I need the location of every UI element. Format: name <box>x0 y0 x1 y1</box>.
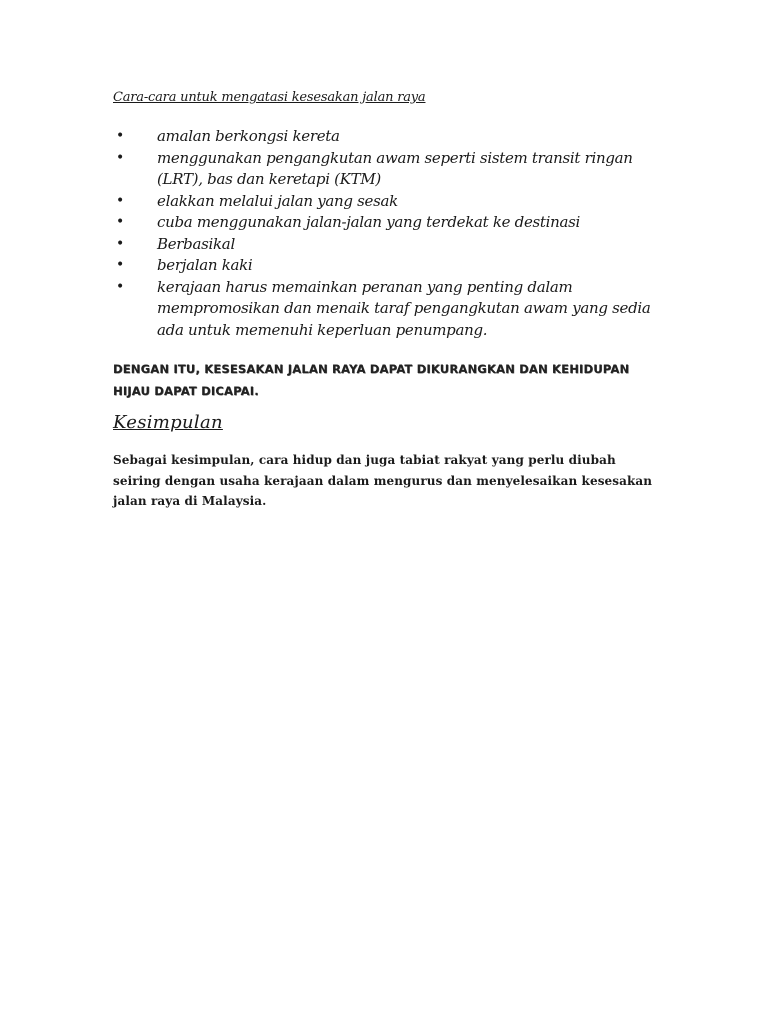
bullet-icon: • <box>116 278 124 295</box>
bullet-list <box>116 126 656 341</box>
list-item-text: Berbasikal <box>157 234 235 253</box>
document-heading: Cara-cara untuk mengatasi kesesakan jalan raya <box>113 90 426 105</box>
bullet-icon: • <box>116 192 124 209</box>
summary-paragraph: DENGAN ITU, KESESAKAN JALAN RAYA DAPAT DIKURANGKAN DAN KEHIDUPAN HIJAU DAPAT DICAPAI. <box>113 362 630 398</box>
list-item-text: elakkan melalui jalan yang sesak <box>157 191 398 210</box>
conclusion-paragraph: Sebagai kesimpulan, cara hidup dan juga tabiat rakyat yang perlu diubah seiring dengan usaha kerajaan dalam mengurus dan menyelesaikan kesesakan jalan raya di Malaysia. <box>113 453 653 508</box>
bullet-icon: • <box>116 214 124 230</box>
list-item <box>116 191 656 213</box>
list-item <box>116 234 656 256</box>
list-item <box>116 255 656 277</box>
list-item <box>116 148 656 191</box>
list-item-text: berjalan kaki <box>157 256 253 274</box>
bullet-icon: • <box>116 149 124 166</box>
list-item-text: kerajaan harus memainkan peranan yang penting dalam mempromosikan dan menaik taraf pengangkutan awam yang sedia ada untuk memenuhi keperluan penumpang. <box>157 277 651 339</box>
list-item <box>116 277 656 342</box>
section-title: Kesimpulan <box>113 412 223 433</box>
bullet-icon: • <box>116 235 124 252</box>
list-item-text: cuba menggunakan jalan-jalan yang terdekat ke destinasi <box>157 213 581 231</box>
bullet-icon: • <box>116 128 124 144</box>
list-item-text: amalan berkongsi kereta <box>157 127 340 145</box>
list-item <box>116 212 656 234</box>
list-item <box>116 126 656 148</box>
list-item-text: menggunakan pengangkutan awam seperti sistem transit ringan (LRT), bas dan keretapi (KTM) <box>157 148 633 188</box>
bullet-icon: • <box>116 257 124 273</box>
